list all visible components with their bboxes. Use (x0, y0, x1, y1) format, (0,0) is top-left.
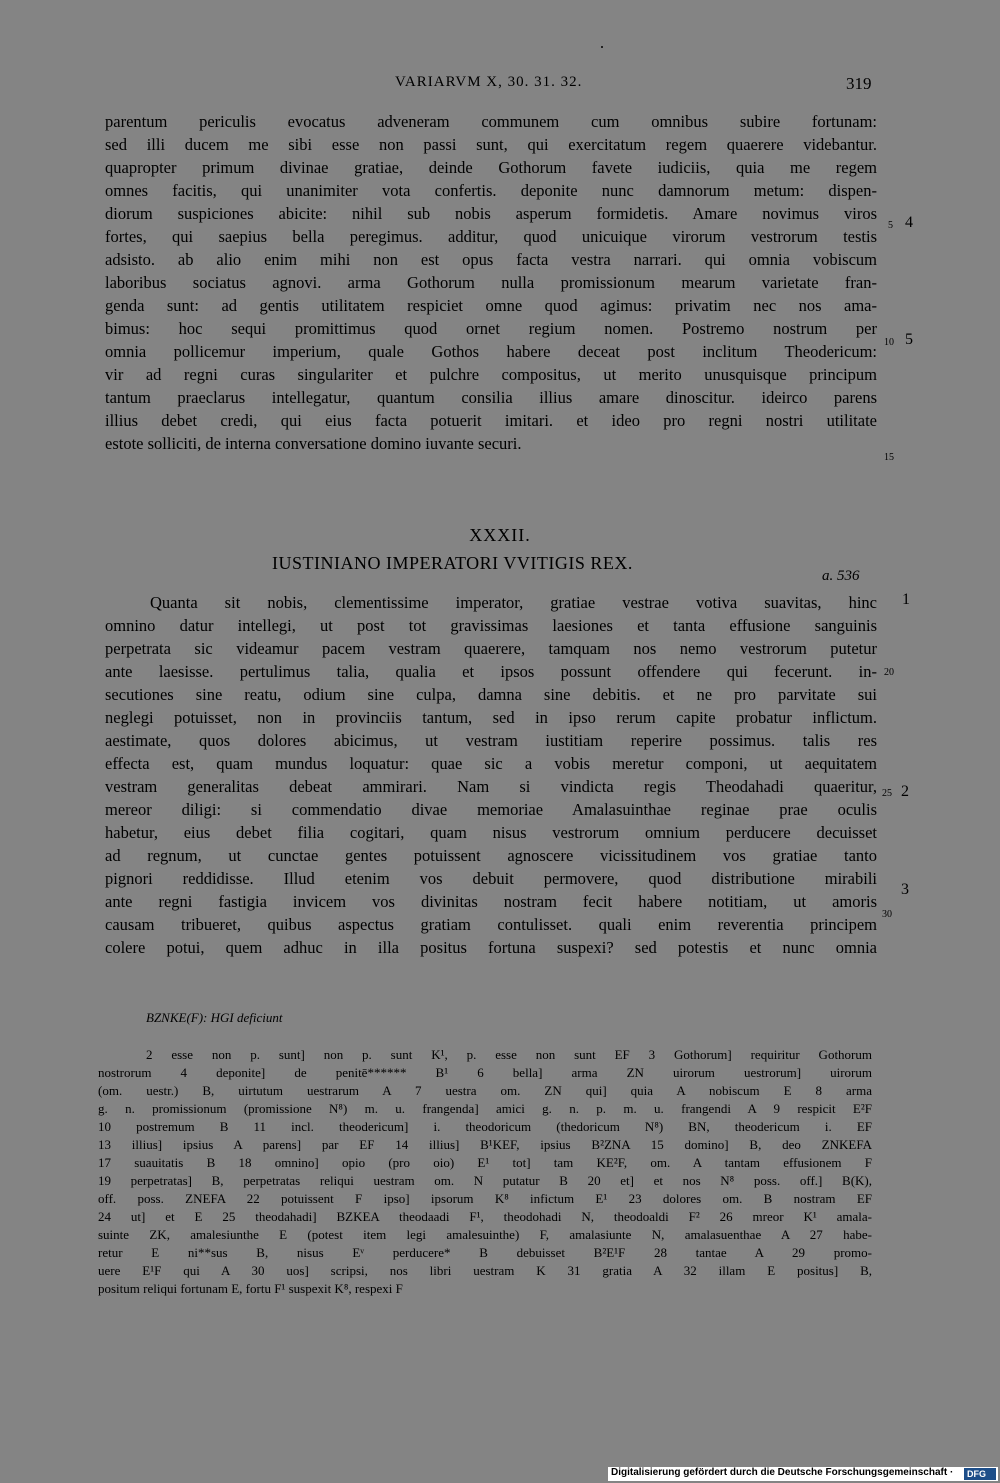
apparatus-line: positum reliqui fortunam E, fortu F¹ suspexit K⁸, respexi F (98, 1281, 403, 1296)
dfg-footer (608, 1467, 998, 1481)
running-head: VARIARVM X, 30. 31. 32. (395, 74, 583, 90)
footer-credit: Digitalisierung gefördert durch die Deutsche Forschungsgemeinschaft · (611, 1467, 954, 1478)
text-line: colere potui, quem adhuc in illa positus fortuna suspexi? sed potestis et nunc omnia (105, 938, 877, 957)
text-line: estote solliciti, de interna conversatione domino iuvante securi. (105, 434, 522, 453)
apparatus-line: 19 perpetratas] B, perpetratas reliqui uestram om. N putatur B 20 et] et nos N⁸ poss. off.] B(K), (98, 1173, 872, 1188)
text-line: quapropter primum divinae gratiae, deinde Gothorum favete iudiciis, quia me regem (105, 158, 877, 177)
apparatus-line: 24 ut] et E 25 theodahadi] BZKEA theodaadi F¹, theodohadi N, theodoaldi F² 26 mreor K¹ amala- (98, 1209, 872, 1224)
line-number: 10 (884, 337, 894, 348)
letter-title: IUSTINIANO IMPERATORI VVITIGIS REX. (272, 553, 633, 573)
text-line: omnes facitis, qui unanimiter vota confertis. deponite nunc damnorum metum: dispen- (105, 181, 877, 200)
text-line: perpetrata sic videamur pacem vestram quaerere, tamquam nos nemo vestrorum putetur (105, 639, 877, 658)
apparatus-line: suinte ZK, amalesiunthe E (potest item legi amalesuinthe) F, amalasiunte N, amalasuenthae A 27 habe- (98, 1227, 872, 1242)
apparatus-line: 10 postremum B 11 incl. theodericum] i. theodoricum (thedoricum N⁸) BN, theodericum i. EF (98, 1119, 872, 1134)
line-number: 5 (888, 220, 893, 231)
dfg-logo (964, 1468, 996, 1480)
page-number: 319 (846, 74, 872, 93)
line-number: 20 (884, 667, 894, 678)
apparatus-line: 2 esse non p. sunt] non p. sunt K¹, p. esse non sunt EF 3 Gothorum] requiritur Gothorum (146, 1047, 872, 1062)
text-line: secutiones sine reatu, odium sine culpa, damna sine debitis. et ne pro parvitate sui (105, 685, 877, 704)
text-line: aestimate, quos dolores abicimus, ut vestram iustitiam reperire possimus. talis res (105, 731, 877, 750)
apparatus-line: off. poss. ZNEFA 22 potuissent F ipso] ipsorum K⁸ infictum E¹ 23 dolores om. B nostram EF (98, 1191, 872, 1206)
text-line: effecta est, quam mundus loquatur: quae sic a vobis meretur componi, ut aequitatem (105, 754, 877, 773)
letter-date: a. 536 (822, 568, 860, 584)
apparatus-line: g. n. promissionum (promissione N⁸) m. u. frangenda] amici g. n. p. m. u. frangendi A 9 respicit E²F (98, 1101, 872, 1116)
speck-mark (601, 46, 603, 48)
text-line: causam tribueret, quibus aspectus gratiam contulisset. quali enim reverentia principem (105, 915, 877, 934)
text-line: neglegi potuisset, non in provinciis tantum, sed in ipso rerum capite probatur inflictum. (105, 708, 877, 727)
text-line: ante laesisse. pertulimus talia, qualia et ipsos possunt offendere qui fecerunt. in- (105, 662, 877, 681)
text-line: pignori reddidisse. Illud etenim vos debuit permovere, quod distributione mirabili (105, 869, 877, 888)
text-line: omnino datur intellegi, ut post tot gravissimas laesiones et tanta effusione sanguinis (105, 616, 877, 635)
text-line: mereor diligi: si commendatio divae memoriae Amalasuinthae reginae prae oculis (105, 800, 877, 819)
section-number: 3 (901, 881, 909, 898)
text-line: bimus: hoc sequi promittimus quod ornet regium nomen. Postremo nostrum per (105, 319, 877, 338)
dfg-logo-text: DFG (967, 1469, 986, 1479)
apparatus-line: (om. uestr.) B, uirtutum uestrarum A 7 uestra om. ZN qui] quia A nobiscum E 8 arma (98, 1083, 872, 1098)
apparatus-line: retur E ni**sus B, nisus Eᵛ perducere* B debuisset B²E¹F 28 tantae A 29 promo- (98, 1245, 872, 1260)
text-line: ante regni fastigia invicem vos divinitas nostram fecit habere notitiam, ut amoris (105, 892, 877, 911)
apparatus-line: uere E¹F qui A 30 uos] scripsi, nos libri uestram K 31 gratia A 32 illam E positus] B, (98, 1263, 872, 1278)
text-line: adsisto. ab alio enim mihi non est opus facta vestra narrari. qui omnia vobiscum (105, 250, 877, 269)
text-line: genda sunt: ad gentis utilitatem respiciet omne quod agimus: privatim nec nos ama- (105, 296, 877, 315)
text-line: diorum suspiciones abicite: nihil sub nobis asperum formidetis. Amare novimus viros (105, 204, 877, 223)
text-line: tantum praeclarus intellegatur, quantum consilia illius amare dinoscitur. ideirco parens (105, 388, 877, 407)
text-line: parentum periculis evocatus adveneram communem cum omnibus subire fortunam: (105, 112, 877, 131)
text-line: vir ad regni curas singulariter et pulchre compositus, ut merito unusquisque principum (105, 365, 877, 384)
text-line: illius debet credi, qui eius facta potuerit imitari. et ideo pro regni nostri utilitate (105, 411, 877, 430)
apparatus-line: 17 suauitatis B 18 omnino] opio (pro oio) E¹ tot] tam KE²F, om. A tantam effusionem F (98, 1155, 872, 1170)
text-line: Quanta sit nobis, clementissime imperator, gratiae vestrae votiva suavitas, hinc (150, 593, 877, 612)
apparatus-line: 13 illius] ipsius A parens] par EF 14 illius] B¹KEF, ipsius B²ZNA 15 domino] B, deo ZNKEFA (98, 1137, 872, 1152)
text-line: habetur, eius debet filia cogitari, quam nisus vestrorum omnium perducere decuisset (105, 823, 877, 842)
letter-number: XXXII. (469, 525, 531, 545)
text-line: ad regnum, ut cunctae gentes potuissent agnoscere vicissitudinem vos gratiae tanto (105, 846, 877, 865)
text-line: vestram generalitas debeat ammirari. Nam si vindicta regis Theodahadi quaeritur, (105, 777, 877, 796)
section-number: 4 (905, 214, 913, 231)
section-number: 1 (902, 591, 910, 608)
text-line: omnia pollicemur imperium, quale Gothos habere deceat post inclitum Theodericum: (105, 342, 877, 361)
line-number: 30 (882, 909, 892, 920)
text-line: laboribus sociatus agnovi. arma Gothorum nulla promissionum mearum varietate fran- (105, 273, 877, 292)
section-number: 2 (901, 783, 909, 800)
line-number: 15 (884, 452, 894, 463)
text-line: sed illi ducem me sibi esse non passi sunt, qui exercitatum regem quaerere videbantur. (105, 135, 877, 154)
text-line: fortes, qui saepius bella peregimus. additur, quod unicuique virorum vestrorum testis (105, 227, 877, 246)
section-number: 5 (905, 331, 913, 348)
page-header (0, 70, 1000, 100)
apparatus-line: nostrorum 4 deponite] de penitē****** B¹ 6 bella] arma ZN uirorum uestrorum] uirorum (98, 1065, 872, 1080)
apparatus-heading: BZNKE(F): HGI deficiunt (146, 1010, 283, 1025)
line-number: 25 (882, 788, 892, 799)
